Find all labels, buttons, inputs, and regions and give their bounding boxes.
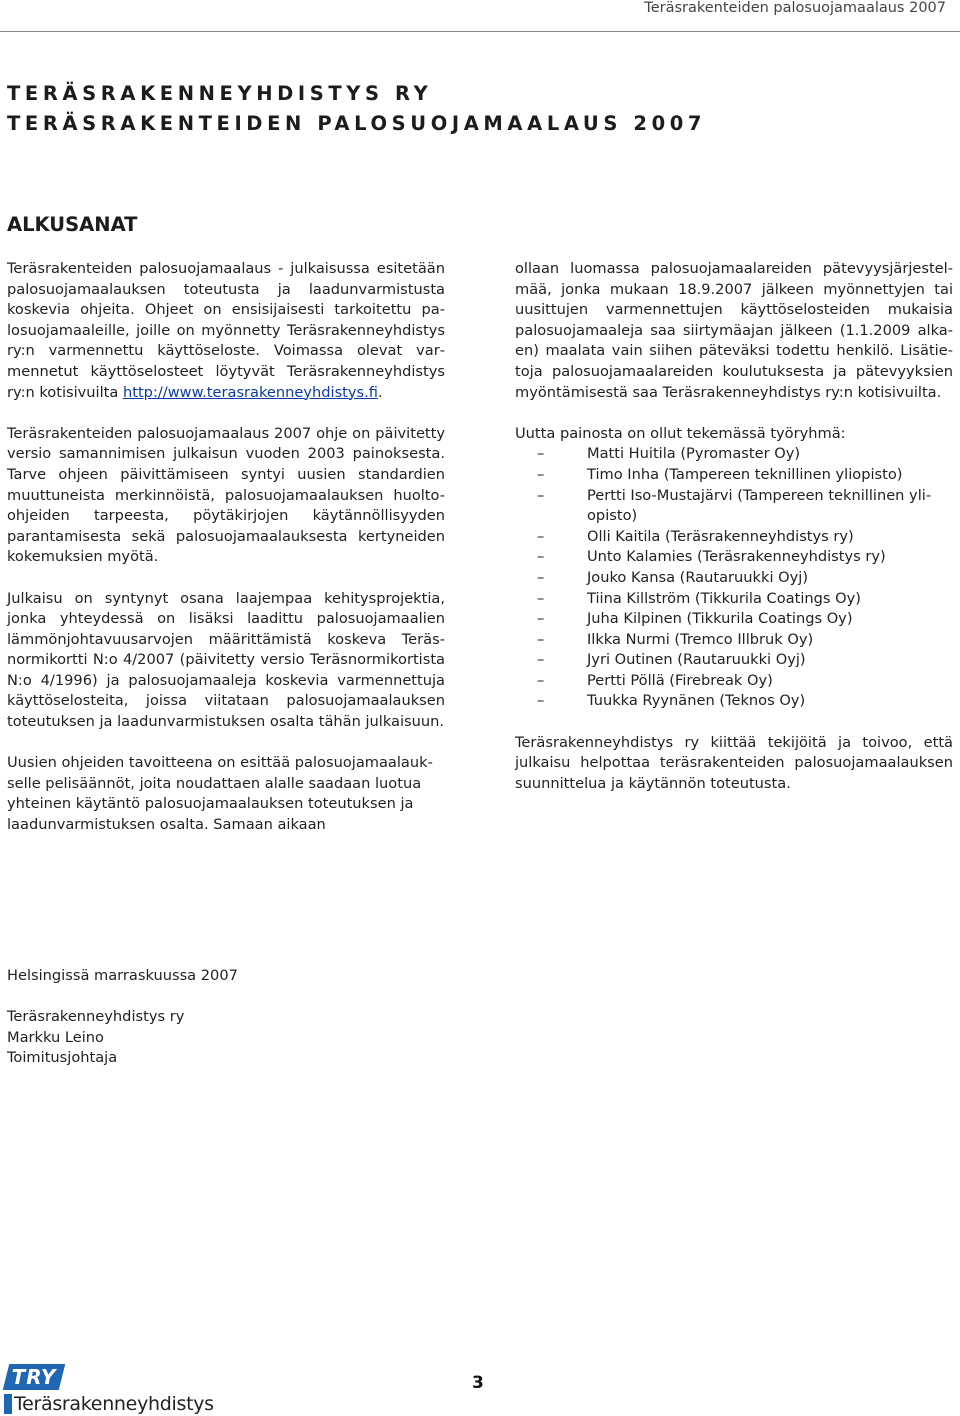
signature-block (7, 966, 407, 1069)
team-member: Jyri Outinen (Rautaruukki Oyj) (587, 651, 806, 669)
place-date: Helsingissä marraskuussa 2007 (7, 967, 238, 984)
document-title-line-1: TERÄSRAKENNEYHDISTYS RY (7, 82, 433, 105)
document-title-line-2: TERÄSRAKENTEIDEN PALOSUOJAMAALAUS 2007 (7, 112, 707, 135)
dash-bullet: – (537, 651, 545, 669)
list-item (515, 547, 953, 568)
team-intro: Uutta painosta on ollut tekemässä työryhmä: (515, 424, 846, 442)
dash-bullet: – (537, 465, 545, 483)
list-item (515, 527, 953, 548)
list-item (515, 691, 953, 712)
team-list (515, 444, 953, 712)
try-logo (4, 1362, 214, 1415)
team-member: Unto Kalamies (Teräsrakenneyhdistys ry) (587, 548, 886, 566)
section-heading: ALKUSANAT (7, 213, 138, 236)
right-column (515, 259, 953, 815)
closing-paragraph: Teräsrakenneyhdistys ry kiittää tekijöitä ja toivoo, että julkaisu helpottaa teräsrakenteiden palosuojamaalauksen suunnittelua ja käytännön toteutusta. (515, 733, 953, 792)
header-rule (0, 31, 960, 32)
dash-bullet: – (537, 527, 545, 545)
dash-bullet: – (537, 692, 545, 710)
project-paragraph: Julkaisu on syntynyt osana laajempaa kehitysprojektia, jonka yhteydessä on lisäksi laadittu palosuojamaalien lämmönjohtavuusarvojen määrittämistä koskeva Teräsnormikortti N:o 4/2007 (päivitetty versio Teräsnormikortista N:o 4/1996) ja palosuojamaaleja koskevia varmennettuja käyttöselosteita, joissa viitataan palosuojamaalauksen toteutuksen ja laadunvarmistuksen osalta tähän julkaisuun. (7, 589, 445, 731)
team-member: Pertti Iso-Mustajärvi (Tampereen teknillinen yliopisto) (587, 486, 932, 525)
list-item (515, 630, 953, 651)
dash-bullet: – (537, 445, 545, 463)
dash-bullet: – (537, 610, 545, 628)
list-item (515, 650, 953, 671)
logo-mark (3, 1364, 65, 1390)
team-member: Tuukka Ryynänen (Teknos Oy) (587, 692, 806, 710)
list-item (515, 671, 953, 692)
team-member: Ilkka Nurmi (Tremco Illbruk Oy) (587, 630, 814, 648)
dash-bullet: – (537, 671, 545, 689)
team-member: Pertti Pöllä (Firebreak Oy) (587, 671, 773, 689)
list-item (515, 486, 953, 527)
dash-bullet: – (537, 548, 545, 566)
goal-paragraph: Uusien ohjeiden tavoitteena on esittää palosuojamaalaukselle pelisäännöt, joita noudattaen alalle saadaan luotua yhteinen käytäntö palosuojamaalauksen toteutuksen ja laadunvarmistuksen osalta. Samaan aikaan (7, 754, 433, 834)
dash-bullet: – (537, 486, 545, 504)
signature-gap (7, 987, 407, 1008)
list-item (515, 568, 953, 589)
dash-bullet: – (537, 589, 545, 607)
signature-organization: Teräsrakenneyhdistys ry (7, 1008, 185, 1026)
page-number: 3 (472, 1373, 484, 1393)
team-member: Timo Inha (Tampereen teknillinen yliopisto) (587, 465, 903, 483)
list-item (515, 609, 953, 630)
team-member: Tiina Killström (Tikkurila Coatings Oy) (587, 589, 861, 607)
list-item (515, 444, 953, 465)
team-member: Matti Huitila (Pyromaster Oy) (587, 445, 801, 463)
qualification-paragraph: ollaan luomassa palosuojamaalareiden pätevyysjärjestelmää, jonka mukaan 18.9.2007 jälkeen myönnettyjen tai uusittujen varmennettujen käyttöselosteiden mukaisia palosuojamaaleja saa siirtymäajan jälkeen (1.1.2009 alkaen) maalata vain siihen päteväksi todettu henkilö. Lisätietoja palosuojamaalareiden koulutuksesta ja pätevyyksien myöntämisestä saa Teräsrakenneyhdistys ry:n kotisivuilta. (515, 260, 953, 401)
logo-mark-text: TRY (11, 1365, 57, 1389)
team-member: Olli Kaitila (Teräsrakenneyhdistys ry) (587, 527, 854, 545)
team-member: Juha Kilpinen (Tikkurila Coatings Oy) (587, 610, 853, 628)
list-item (515, 589, 953, 610)
team-member: Jouko Kansa (Rautaruukki Oyj) (587, 568, 809, 586)
website-link[interactable]: http://www.terasrakenneyhdistys.fi (122, 383, 378, 401)
signature-name: Markku Leino (7, 1028, 104, 1046)
logo-stripe (4, 1394, 12, 1414)
dash-bullet: – (537, 568, 545, 586)
left-column (7, 259, 445, 856)
running-header: Teräsrakenteiden palosuojamaalaus 2007 (644, 0, 946, 16)
list-item (515, 465, 953, 486)
signature-role: Toimitusjohtaja (7, 1049, 118, 1067)
logo-name: Teräsrakenneyhdistys (14, 1393, 214, 1415)
intro-period: . (377, 383, 383, 401)
intro-text: Teräsrakenteiden palosuojamaalaus - julkaisussa esitetään palosuojamaalauksen toteutusta ja laadunvarmistusta koskevia ohjeita. Ohjeet on ensisijaisesti tarkoitettu palosuojamaaleille, joille on myönnetty Teräsrakenneyhdistys ry:n varmennettu käyttöseloste. Voimassa olevat varmennetut käyttöselosteet löytyvät Teräsrakenneyhdistys ry:n kotisivuilta (7, 260, 445, 401)
update-paragraph: Teräsrakenteiden palosuojamaalaus 2007 ohje on päivitetty versio samannimisen julkaisun vuoden 2003 painoksesta. Tarve ohjeen päivittämiseen syntyi uusien standardien muuttuneista merkinnöistä, palosuojamaalauksen huolto-ohjeiden tarpeesta, pöytäkirjojen käytännöllisyyden parantamisesta sekä palosuojamaalauksesta kertyneiden kokemuksien myötä. (7, 424, 445, 566)
dash-bullet: – (537, 630, 545, 648)
intro-paragraph (7, 259, 445, 403)
